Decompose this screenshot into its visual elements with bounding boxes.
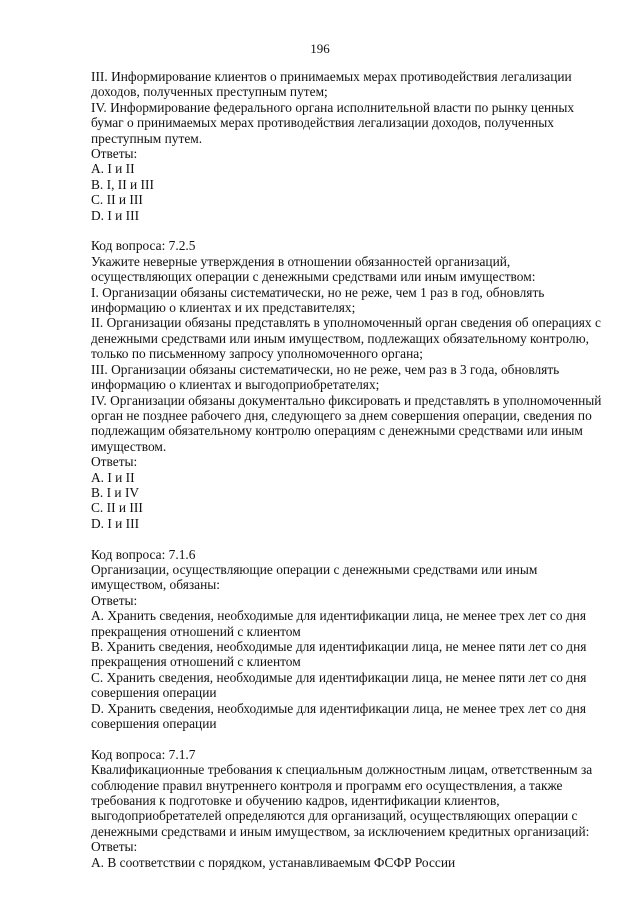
- answer-option: A. Хранить сведения, необходимые для идентификации лица, не менее трех лет со дня: [91, 608, 586, 624]
- answers-label: Ответы:: [91, 592, 138, 608]
- question-text-line: Организации, осуществляющие операции с денежными средствами или иным: [91, 561, 538, 577]
- page-number: 196: [310, 41, 330, 56]
- question-text-line: орган не позднее рабочего дня, следующего за днем совершения операции, сведения по: [91, 407, 592, 423]
- question-text-line: выгодоприобретателей определяются для организаций, осуществляющих операции с: [91, 808, 578, 824]
- question-text-line: денежными средствами или иным имуществом, подлежащих обязательному контролю,: [91, 330, 589, 346]
- answer-option: B. I, II и III: [91, 176, 154, 192]
- answer-option: D. Хранить сведения, необходимые для идентификации лица, не менее трех лет со дня: [91, 700, 586, 716]
- question-text-line: осуществляющих операции с денежными средствами или иным имуществом:: [91, 269, 536, 285]
- question-text-line: имуществом, обязаны:: [91, 577, 221, 593]
- answer-option: A. В соответствии с порядком, устанавливаемым ФСФР России: [91, 854, 456, 870]
- continuation-block: [91, 69, 611, 223]
- question-text-line: Укажите неверные утверждения в отношении обязанностей организаций,: [91, 253, 511, 269]
- answer-option-continued: совершения операции: [91, 716, 217, 732]
- answer-option: D. I и III: [91, 207, 140, 223]
- answers-label: Ответы:: [91, 839, 138, 855]
- question-text-line: IV. Организации обязаны документально фиксировать и представлять в уполномоченный: [91, 392, 602, 408]
- question-text-line: денежными средствами и иным имуществом, за исключением кредитных организаций:: [91, 823, 590, 839]
- page-content: [91, 69, 611, 870]
- answers-label: Ответы:: [91, 146, 138, 162]
- answer-option-continued: прекращения отношений с клиентом: [91, 623, 301, 639]
- question-text-line: требования к подготовке и обучению кадров, идентификации клиентов,: [91, 793, 500, 809]
- statement-line: III. Информирование клиентов о принимаемых мерах противодействия легализации: [91, 69, 572, 84]
- spacer: [91, 531, 611, 546]
- question-text-line: имуществом.: [91, 438, 167, 454]
- question-code: Код вопроса: 7.2.5: [91, 238, 196, 254]
- question-code: Код вопроса: 7.1.6: [91, 546, 196, 562]
- question-block-7-1-6: [91, 547, 611, 732]
- answer-option: C. Хранить сведения, необходимые для идентификации лица, не менее пяти лет со дня: [91, 669, 587, 685]
- answer-option: B. I и IV: [91, 484, 140, 500]
- question-text-line: III. Организации обязаны систематически, но не реже, чем раз в 3 года, обновлять: [91, 361, 560, 377]
- question-text-line: II. Организации обязаны представлять в уполномоченный орган сведения об операциях с: [91, 315, 601, 331]
- answer-option: A. I и II: [91, 161, 135, 177]
- question-text-line: I. Организации обязаны систематически, но не реже, чем 1 раз в год, обновлять: [91, 284, 545, 300]
- answer-option: B. Хранить сведения, необходимые для идентификации лица, не менее пяти лет со дня: [91, 639, 587, 654]
- answers-label: Ответы:: [91, 454, 138, 470]
- question-block-7-1-7: [91, 747, 611, 870]
- question-text-line: Квалификационные требования к специальным должностным лицам, ответственным за: [91, 762, 593, 778]
- question-code: Код вопроса: 7.1.7: [91, 746, 196, 762]
- answer-option-continued: совершения операции: [91, 685, 217, 701]
- question-text-line: только по письменному запросу уполномоченного органа;: [91, 346, 423, 362]
- answer-option: A. I и II: [91, 469, 135, 485]
- question-block-7-2-5: [91, 238, 611, 531]
- spacer: [91, 223, 611, 238]
- statement-line: бумаг о принимаемых мерах противодействия легализации доходов, полученных: [91, 115, 554, 131]
- question-text-line: подлежащим обязательному контролю операциям с денежными средствами или иным: [91, 423, 583, 439]
- statement-line: преступным путем.: [91, 130, 203, 146]
- answer-option: C. II и III: [91, 192, 143, 208]
- question-text-line: информацию о клиентах и их представителях;: [91, 300, 356, 316]
- statement-line: доходов, полученных преступным путем;: [91, 84, 328, 100]
- question-text-line: информацию о клиентах и выгодоприобретателях;: [91, 377, 380, 393]
- spacer: [91, 731, 611, 746]
- answer-option: C. II и III: [91, 500, 143, 516]
- answer-option-continued: прекращения отношений с клиентом: [91, 654, 301, 670]
- question-text-line: соблюдение правил внутреннего контроля и программ его осуществления, а также: [91, 777, 563, 793]
- statement-line: IV. Информирование федерального органа исполнительной власти по рынку ценных: [91, 99, 575, 115]
- answer-option: D. I и III: [91, 515, 140, 531]
